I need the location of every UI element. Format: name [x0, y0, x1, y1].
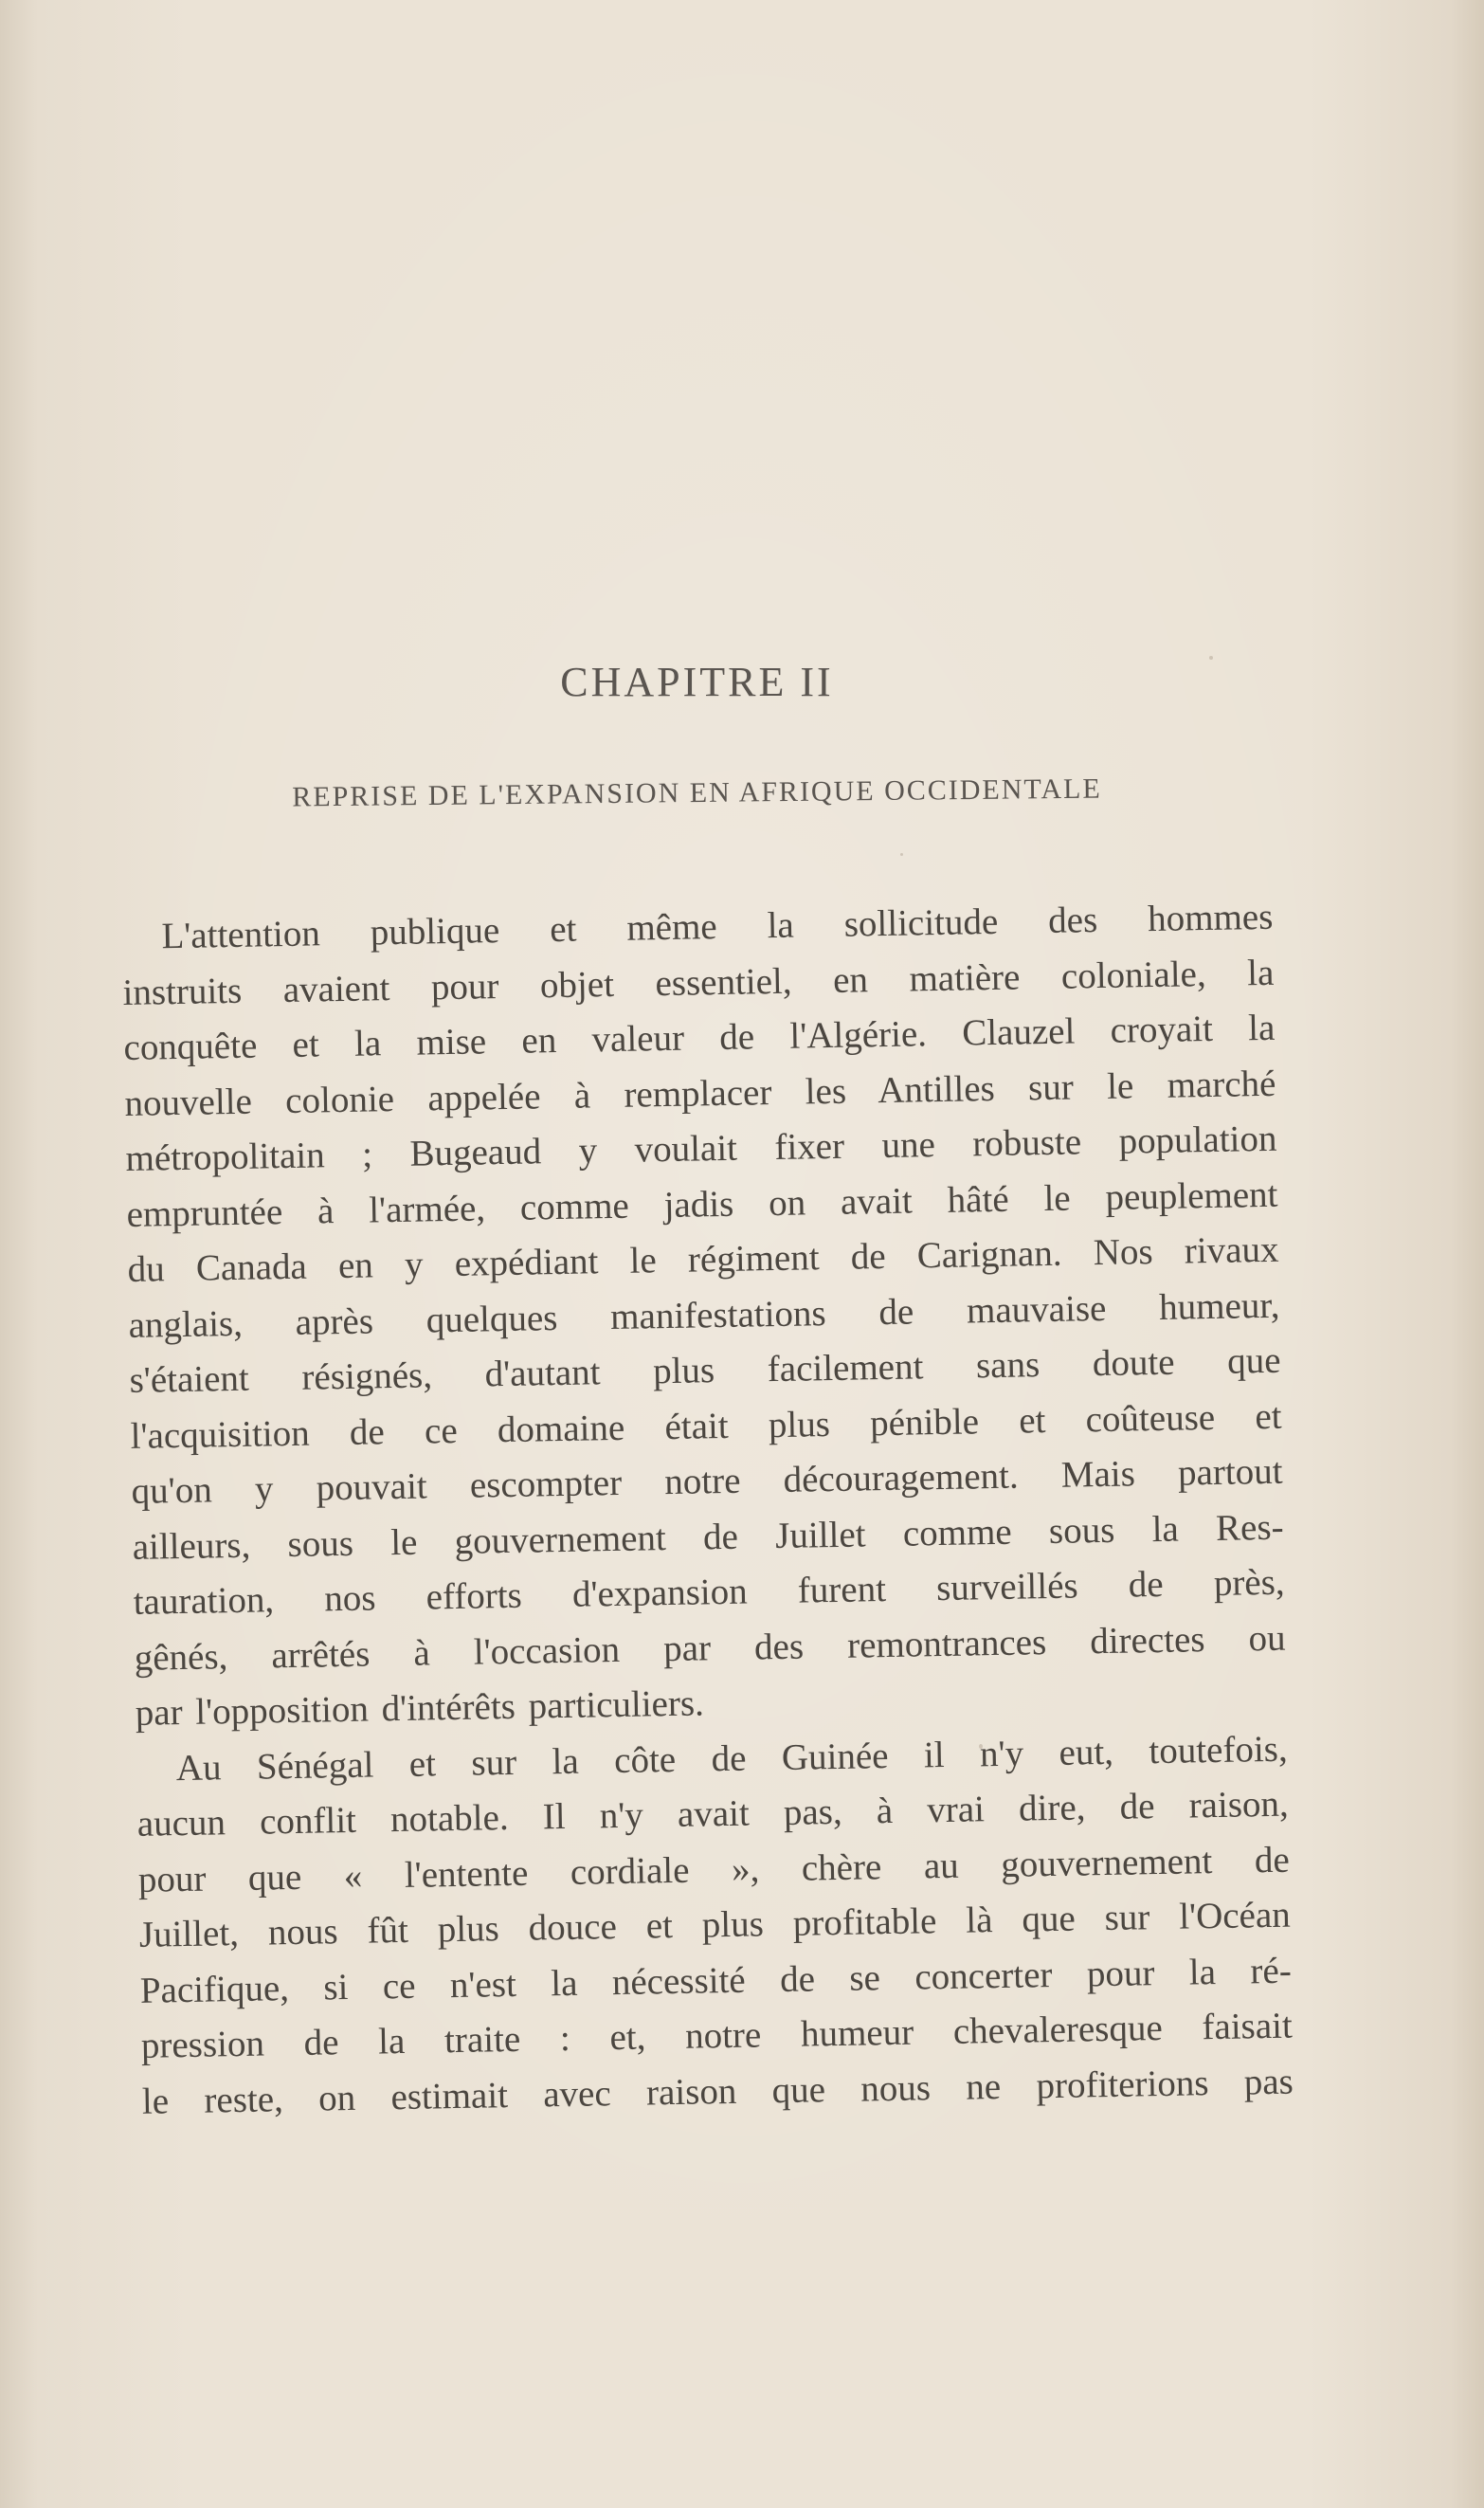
body-text [121, 890, 1294, 2130]
text-line: Au Sénégal et sur la côte de Guinée il n'y eut, toutefois, [175, 1728, 1289, 1789]
text-line: anglais, après quelques manifestations de mauvaise humeur, [128, 1284, 1280, 1346]
text-line: gênés, arrêtés à l'occasion par des remontrances directes ou [134, 1617, 1286, 1679]
text-line: tauration, nos efforts d'expansion furent surveillés de près, [133, 1561, 1285, 1623]
text-line: le reste, on estimait avec raison que nous ne profiterions pas [141, 2061, 1294, 2122]
text-line: Pacifique, si ce n'est la nécessité de se concerter pour la ré- [139, 1950, 1293, 2011]
text-line: s'étaient résignés, d'autant plus facilement sans doute que [129, 1339, 1281, 1401]
text-line: par l'opposition d'intérêts particuliers. [135, 1682, 705, 1734]
text-line: qu'on y pouvait escompter notre découragement. Mais partout [131, 1450, 1283, 1512]
text-line: pour que « l'entente cordiale », chère au gouvernement de [137, 1839, 1291, 1900]
text-line: métropolitain ; Bugeaud y voulait fixer une robuste population [125, 1118, 1277, 1179]
text-line: conquête et la mise en valeur de l'Algérie. Clauzel croyait la [123, 1007, 1276, 1068]
text-line: L'attention publique et même la sollicitude des hommes [161, 896, 1274, 957]
chapter-title: CHAPITRE II [560, 659, 834, 705]
text-line: nouvelle colonie appelée à remplacer les Antilles sur le marché [124, 1063, 1276, 1124]
paper-speck [900, 853, 903, 856]
text-line: aucun conflit notable. Il n'y avait pas, à vrai dire, de raison, [136, 1783, 1290, 1845]
section-title: REPRISE DE L'EXPANSION EN AFRIQUE OCCIDENTALE [292, 772, 1102, 813]
text-line: du Canada en y expédiant le régiment de Carignan. Nos rivaux [127, 1228, 1279, 1290]
text-line: empruntée à l'armée, comme jadis on avait hâté le peuplement [126, 1173, 1278, 1235]
text-line: pression de la traite : et, notre humeur chevaleresque faisait [140, 2005, 1294, 2066]
text-line: l'acquisition de ce domaine était plus pénible et coûteuse et [130, 1395, 1282, 1457]
text-line: Juillet, nous fût plus douce et plus profitable là que sur l'Océan [138, 1894, 1292, 1955]
text-line: instruits avaient pour objet essentiel, en matière coloniale, la [122, 952, 1275, 1013]
text-line: ailleurs, sous le gouvernement de Juillet comme sous la Res- [132, 1506, 1284, 1568]
